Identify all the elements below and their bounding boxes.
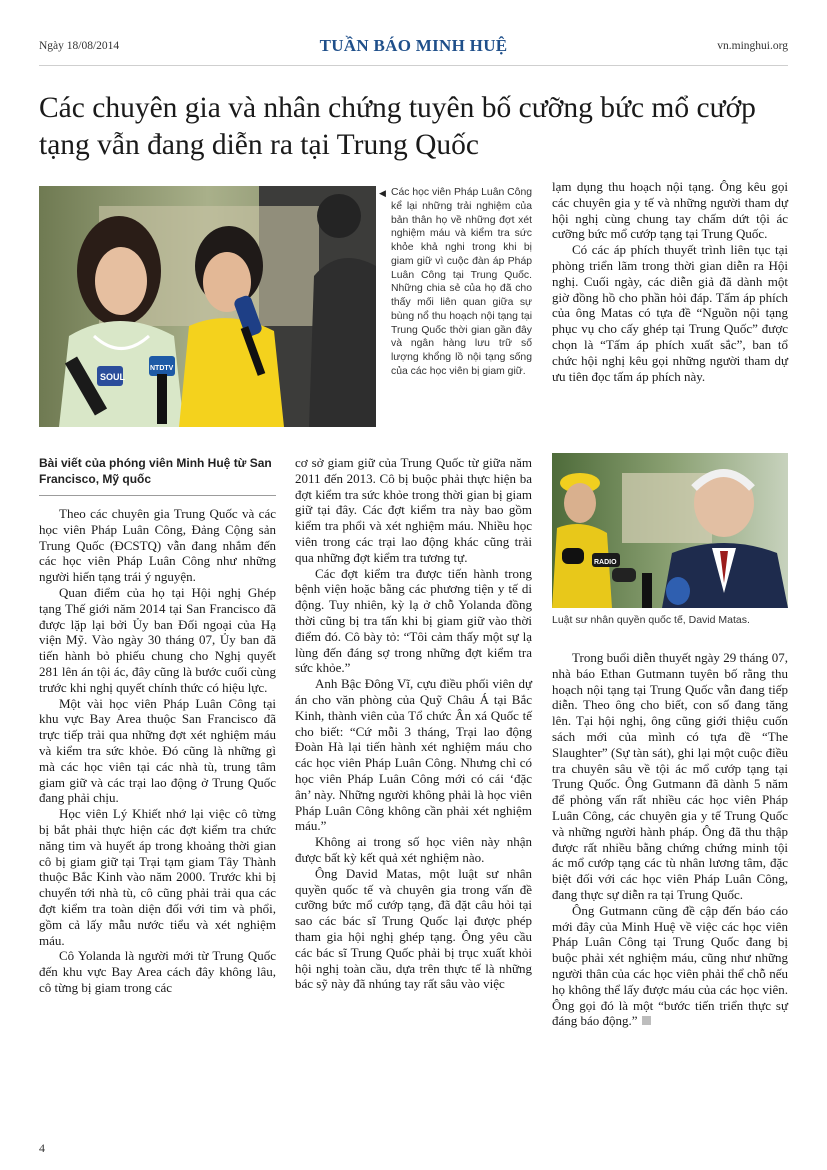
paragraph: Có các áp phích thuyết trình liên tục tại phòng triển lãm trong thời gian diễn ra Hội nghị. Cuối ngày, các diễn giả đã dành một giờ đồng hồ cho phần hỏi đáp. Tấm áp phích của ông Matas có tựa đề “Nguồn nội tạng phục vụ cho cấy ghép tại Trung Quốc” được chọn là “Tấm áp phích xuất sắc”, ban tổ chức hội nghị kêu gọi những người tham dự ưu tiên đọc tấm áp phích này. (552, 242, 788, 384)
photo-practitioners-illustration (39, 186, 376, 427)
paragraph: lạm dụng thu hoạch nội tạng. Ông kêu gọi các chuyên gia y tế và những người tham dự hội nghị cùng chung tay chấm dứt tội ác cưỡng bức mổ cướp tạng tại Trung Quốc. (552, 179, 788, 242)
paragraph: Quan điểm của họ tại Hội nghị Ghép tạng Thế giới năm 2014 tại San Francisco đã được lặp lại bởi Ủy ban Đối ngoại của Hạ viện Mỹ. Vào ngày 30 tháng 07, Ủy ban đã tiến hành bỏ phiếu chung cho Nghị quyết 281 lên án tội ác, đây cũng là bước cuối cùng trước khi nghị quyết chính thức có hiệu lực. (39, 584, 276, 695)
photo-david-matas (552, 453, 788, 608)
paragraph: Một vài học viên Pháp Luân Công tại khu vực Bay Area thuộc San Francisco đã trực tiếp trải qua những đợt xét nghiệm máu và kiểm tra sức khỏe. Đó cũng là những gì mà các học viên tại các nhà tù, trung tâm giam giữ và các trại lao động ở Trung Quốc đang phải chịu. (39, 695, 276, 806)
publication-title: TUẦN BÁO MINH HUỆ (319, 36, 508, 55)
issue-date: Ngày 18/08/2014 (39, 40, 120, 52)
paragraph (552, 903, 788, 1029)
paragraph: Ông David Matas, một luật sư nhân quyền quốc tế và chuyên gia trong vấn đề cưỡng bức mổ cướp tạng, đã đặt câu hỏi tại sao các bác sĩ Trung Quốc lại được phép tham gia hội nghị ghép tạng. Ông yêu cầu các bác sĩ Trung Quốc phải bị trục xuất khỏi hội nghị toàn cầu, dựa trên thực tế là những bác sỹ này đã nhúng tay rất sâu vào việc (295, 865, 532, 992)
caption-pointer-icon: ◀ (379, 188, 386, 198)
article-column-2 (295, 455, 532, 992)
photo-david-matas-illustration (552, 453, 788, 608)
paragraph: Theo các chuyên gia Trung Quốc và các học viên Pháp Luân Công, Đảng Cộng sản Trung Quốc (ĐCSTQ) vẫn đang nhắm đến các học viên Pháp Luân Công như những người hiến tạng trái ý nguyện. (39, 506, 276, 585)
paragraph: cơ sở giam giữ của Trung Quốc từ giữa năm 2011 đến 2013. Cô bị buộc phải thực hiện ba đợt kiểm tra sức khỏe trong thời gian bị giam giữ tại đây. Các đợt kiểm tra này bao gồm kiểm tra phổi và xét nghiệm máu. Nhiều học viên trong các trại lao động khác cũng trải qua những đợt kiểm tra tương tự. (295, 455, 532, 565)
article-column-3-bottom (552, 650, 788, 1029)
mic-label-radio: RADIO (594, 559, 617, 566)
paragraph-text: Ông Gutmann cũng đề cập đến báo cáo mới đây của Minh Huệ về việc các học viên Pháp Luân Công tại Trung Quốc đang bị buộc phải xét nghiệm máu, cũng như những người thân của các học viên phải thể chỗ nếu họ không thể lấy được máu của các học viên. Ông gọi đó là một “bước tiến triển thực sự đáng báo động.” (552, 902, 788, 1029)
article-headline: Các chuyên gia và nhân chứng tuyên bố cưỡng bức mổ cướp tạng vẫn đang diễn ra tại Trung Quốc (39, 92, 756, 161)
page-number: 4 (39, 1141, 45, 1155)
byline: Bài viết của phóng viên Minh Huệ từ San Francisco, Mỹ quốc (39, 455, 276, 496)
page-header (39, 36, 788, 66)
photo-practitioners-interview (39, 186, 376, 427)
paragraph: Học viên Lý Khiết nhớ lại việc cô từng bị bắt phải thực hiện các đợt kiểm tra chức năng tim và huyết áp trong khoảng thời gian cô bị giam giữ tại Trại tạm giam Tây Thành thuộc Bắc Kinh vào năm 2000. Trước khi bị chuyển tới nhà tù, cô cũng phải trải qua các đợt kiểm tra toàn diện đối với tim và phổi, gồm cả lấy mẫu nước tiểu và xét nghiệm máu. (39, 806, 276, 948)
end-of-article-mark (642, 1016, 651, 1025)
article-column-1 (39, 506, 276, 996)
photo2-caption: Luật sư nhân quyền quốc tế, David Matas. (552, 614, 750, 626)
article-column-3-top (552, 179, 788, 384)
mic-label-soul: SOUL (100, 372, 126, 382)
photo1-caption (379, 186, 532, 379)
paragraph: Trong buổi diễn thuyết ngày 29 tháng 07, nhà báo Ethan Gutmann tuyên bố rằng thu hoạch nội tạng tại Trung Quốc vẫn đang tiếp diễn. Theo ông cho biết, con số đang tăng lên. Tại hội nghị, ông cũng giới thiệu cuốn sách mới của mình có tựa đề “The Slaughter” (Sự tàn sát), ghi lại một cuộc điều tra chuyên sâu về tội ác mổ cướp tạng tại Trung Quốc. Ông Gutmann đã dành 5 năm để phỏng vấn rất nhiều các học viên Pháp Luân Công, các chuyên gia y tế Trung Quốc và những người hành pháp. Ông đã thu thập được rất nhiều bằng chứng chứng minh tội ác mổ cướp tạng các tù nhân lương tâm, đặc biệt đối với các học viên Pháp Luân Công, đang thực sự diễn ra tại Trung Quốc. (552, 650, 788, 902)
mic-label-ntdtv: NTDTV (150, 365, 174, 372)
photo1-caption-text: Các học viên Pháp Luân Công kể lại những trải nghiệm của bản thân họ về những đợt xét nghiệm máu và kiểm tra sức khỏe khả nghi trong khi bị giam giữ vì cuộc đàn áp Pháp Luân Công tại Trung Quốc. Những chia sẻ của họ đã cho thấy mối liên quan giữa sự bùng nổ thu hoạch nội tạng tại Trung Quốc thời gian gần đây và ngân hàng lưu trữ số lượng khổng lồ nội tạng sống của các học viên bị giam giữ. (391, 187, 532, 377)
paragraph: Không ai trong số học viên này nhận được bất kỳ kết quả xét nghiệm nào. (295, 834, 532, 865)
paragraph: Anh Bậc Đông Vĩ, cựu điều phối viên dự án cho văn phòng của Quỹ Châu Á tại Bắc Kinh, thành viên của Tổ chức Ân xá Quốc tế cho biết: “Cứ mỗi 3 tháng, Trại lao động Đoàn Hà lại tiến hành xét nghiệm máu cho các học viên Pháp Luân Công. Nhưng chỉ có học viên Pháp Luân Công mới có cái ‘đặc ân’ này. Những người không phải là học viên Pháp Luân Công không cần phải xét nghiệm máu.” (295, 676, 532, 834)
website-url: vn.minghui.org (717, 40, 788, 52)
paragraph: Cô Yolanda là người mới từ Trung Quốc đến khu vực Bay Area cách đây không lâu, cô từng bị giam trong các (39, 948, 276, 995)
paragraph: Các đợt kiểm tra được tiến hành trong bệnh viện hoặc bằng các phương tiện y tế di động. Tuy nhiên, kỳ lạ ở chỗ Yolanda đồng thời cũng bị tra tấn khi bị giam giữ vào thời điểm đó. Cô bày tỏ: “Tôi cảm thấy một sự lạ lùng đến đáng sợ trong những đợt kiểm tra sức khỏe.” (295, 565, 532, 676)
